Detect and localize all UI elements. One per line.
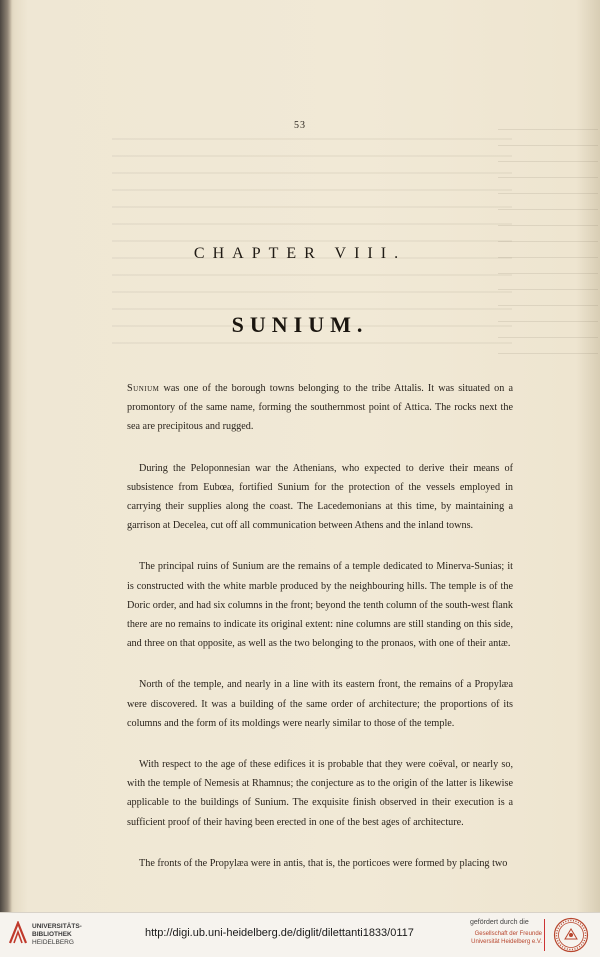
library-name-line: UNIVERSITÄTS- [32,923,82,930]
permalink-url[interactable]: http://digi.ub.uni-heidelberg.de/diglit/dilettanti1833/0117 [145,927,414,939]
paragraph: North of the temple, and nearly in a line with its eastern front, the remains of a Propylæa were discovered. It was a building of the same order of architecture; the proportions of its columns and the form of its moldings were nearly similar to those of the temple. [127,679,513,729]
library-logo-icon[interactable] [8,921,28,945]
university-seal-icon[interactable] [553,917,589,953]
paragraph-lead: Sunium [127,383,160,394]
library-name[interactable] [32,923,82,947]
sponsor-name-line: Gesellschaft der Freunde [474,931,542,937]
sponsor-label: gefördert durch die [470,919,529,926]
page-title: SUNIUM. [231,312,369,337]
page-number: 53 [294,120,306,131]
footer-bar [0,912,600,957]
chapter-heading: CHAPTER VIII. [193,245,407,262]
paragraph: The fronts of the Propylæa were in antis, that is, the porticoes were formed by placing two [139,857,508,869]
library-name-line: HEIDELBERG [32,939,74,946]
sponsor-name-line: Universität Heidelberg e.V. [471,939,542,945]
book-spine [0,0,12,912]
paragraph: The principal ruins of Sunium are the remains of a temple dedicated to Minerva-Sunias; it is constructed with the white marble produced by the neighbouring hills. The temple is of the Doric order, and had six columns in the front; beyond the tenth column of the south-west flank there are no remains to indicate its original extent: nine columns are still standing on this side, and three on that opposite, as well as the two belonging to the pronaos, with one of their antæ. [127,561,513,650]
footer-divider [544,919,545,951]
library-name-line: BIBLIOTHEK [32,931,72,938]
paragraph: With respect to the age of these edifices it is probable that they were coëval, or nearly so, with the temple of Nemesis at Rhamnus; the conjecture as to the origin of the latter is likewise applicable to the buildings of Sunium. The exquisite finish observed in their execution is a sufficient proof of their having been erected in one of the best ages of architecture. [127,759,513,828]
paragraph-text: was one of the borough towns belonging to the tribe Attalis. It was situated on a promontory of the same name, forming the southernmost point of Attica. The rocks next the sea are precipitous and rugged. [127,383,513,433]
body-text [127,379,513,895]
sponsor-name[interactable] [468,930,542,946]
paragraph: During the Peloponnesian war the Athenians, who expected to derive their means of subsistence from Eubœa, fortified Sunium for the protection of the vessels employed in carrying their supplies along the coast. The Lacedemonians at this time, by maintaining a garrison at Decelea, cut off all communication between Athens and the inland towns. [127,462,513,532]
paragraph [127,379,513,437]
